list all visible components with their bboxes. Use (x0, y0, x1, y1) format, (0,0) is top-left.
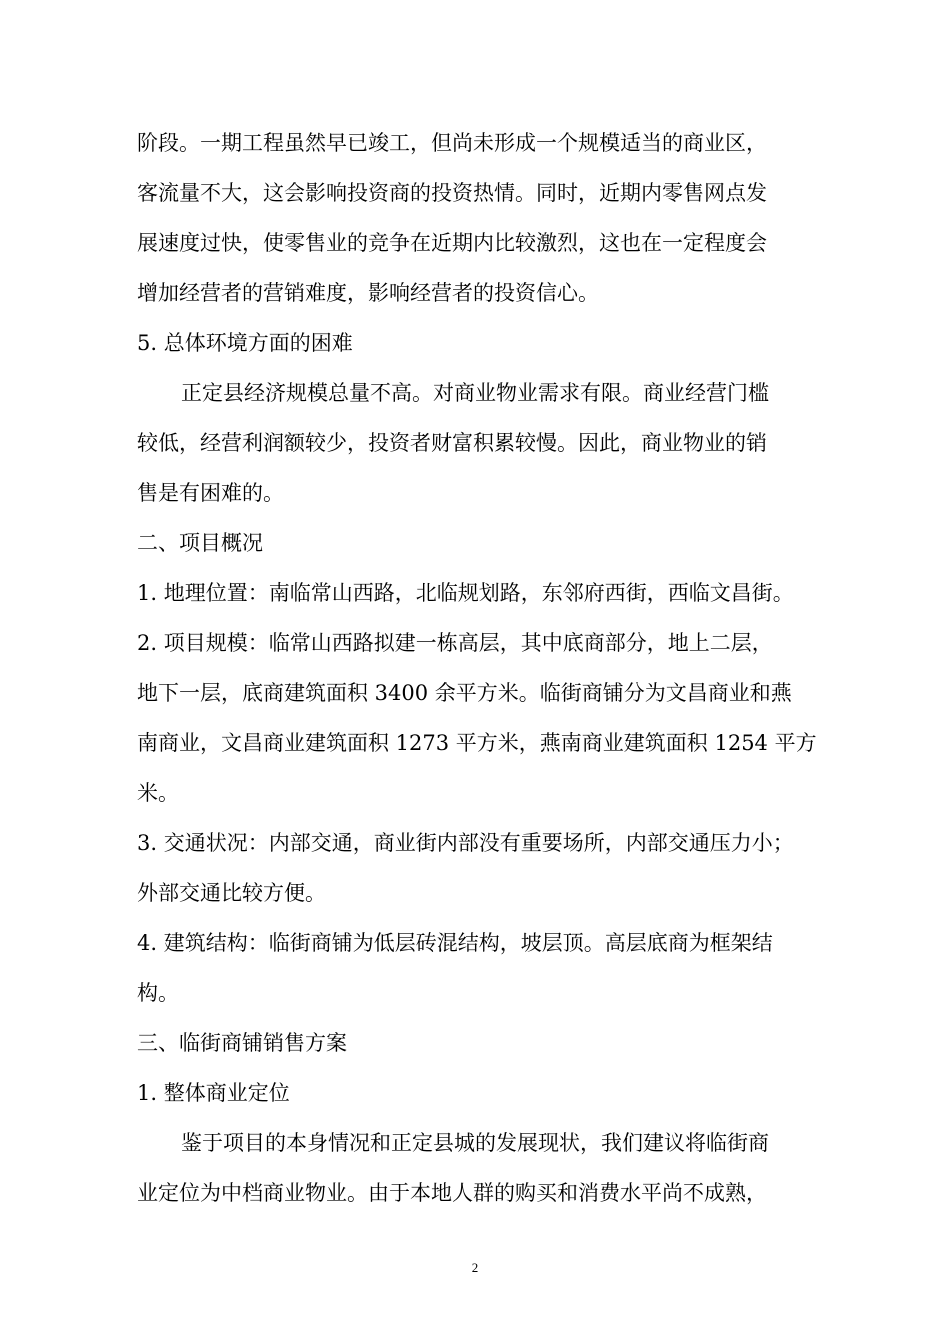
chapter-heading: 二、项目概况 (137, 531, 263, 555)
paragraph-line: 阶段。一期工程虽然早已竣工，但尚未形成一个规模适当的商业区， (137, 131, 767, 155)
paragraph-line: 增加经营者的营销难度，影响经营者的投资信心。 (137, 281, 599, 305)
list-item: 2. 项目规模：临常山西路拟建一栋高层，其中底商部分，地上二层， (137, 631, 773, 655)
section-heading: 1. 整体商业定位 (137, 1081, 290, 1105)
paragraph-line: 正定县经济规模总量不高。对商业物业需求有限。商业经营门槛 (181, 381, 769, 405)
section-heading: 5. 总体环境方面的困难 (137, 331, 353, 355)
paragraph-line: 展速度过快，使零售业的竞争在近期内比较激烈，这也在一定程度会 (137, 231, 767, 255)
paragraph-line: 外部交通比较方便。 (137, 881, 326, 905)
paragraph-line: 地下一层，底商建筑面积 3400 余平方米。临街商铺分为文昌商业和燕 (137, 681, 792, 705)
paragraph-line: 较低，经营利润额较少，投资者财富积累较慢。因此，商业物业的销 (137, 431, 767, 455)
list-item: 1. 地理位置：南临常山西路，北临规划路，东邻府西街，西临文昌街。 (137, 581, 794, 605)
list-item: 4. 建筑结构：临街商铺为低层砖混结构，坡层顶。高层底商为框架结 (137, 931, 773, 955)
paragraph-line: 客流量不大，这会影响投资商的投资热情。同时，近期内零售网点发 (137, 181, 767, 205)
list-item: 3. 交通状况：内部交通，商业街内部没有重要场所，内部交通压力小； (137, 831, 794, 855)
paragraph-line: 南商业，文昌商业建筑面积 1273 平方米，燕南商业建筑面积 1254 平方 (137, 731, 817, 755)
page-number: 2 (471, 1260, 479, 1275)
paragraph-line: 业定位为中档商业物业。由于本地人群的购买和消费水平尚不成熟， (137, 1181, 767, 1205)
document-body (137, 118, 837, 1218)
paragraph-line: 售是有困难的。 (137, 481, 284, 505)
chapter-heading: 三、临街商铺销售方案 (137, 1031, 347, 1055)
paragraph-line: 米。 (137, 781, 179, 805)
paragraph-line: 构。 (137, 981, 179, 1005)
paragraph-line: 鉴于项目的本身情况和正定县城的发展现状，我们建议将临街商 (181, 1131, 769, 1155)
